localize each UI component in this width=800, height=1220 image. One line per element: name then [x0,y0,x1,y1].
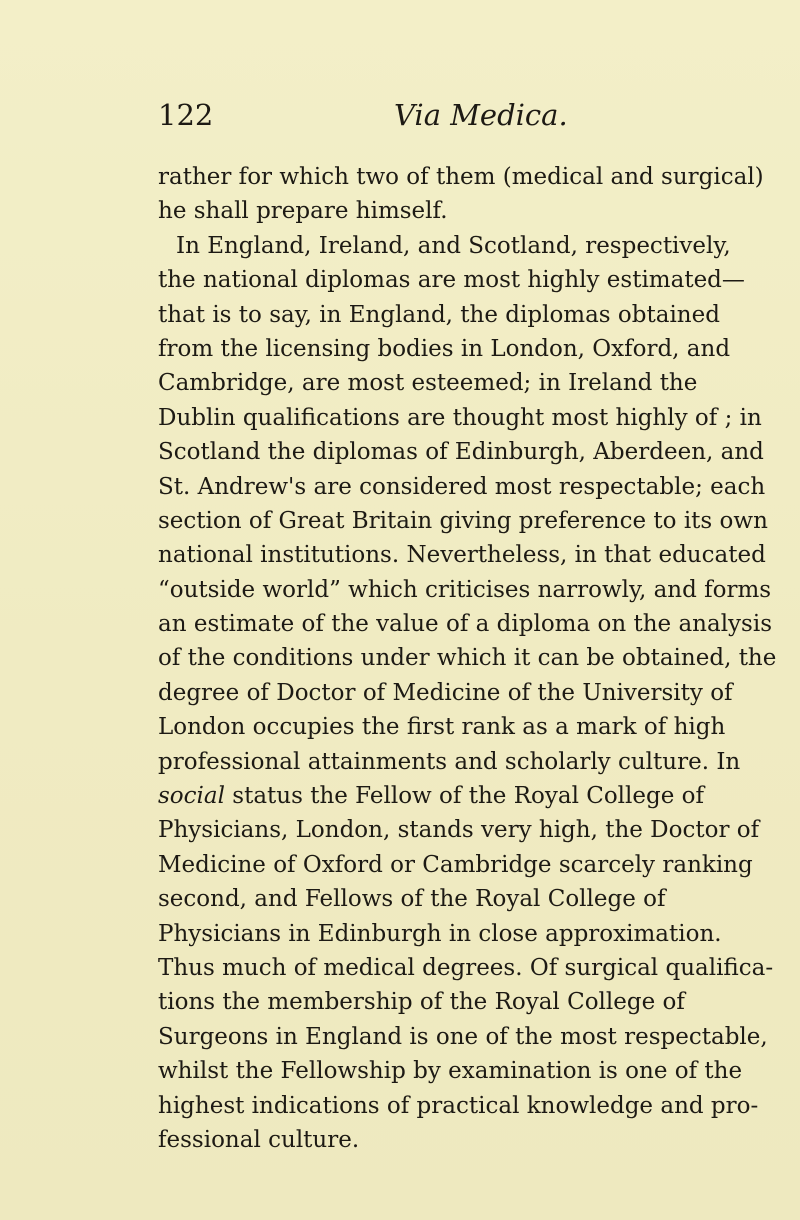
text-line: that is to say, in England, the diplomas obtained [158,301,720,328]
text-line: Cambridge, are most esteemed; in Ireland the [158,370,698,397]
text-line: Dublin qualifications are thought most highly of ; in [158,404,762,431]
text-line: national institutions. Nevertheless, in that educated [158,542,766,569]
page-number: 122 [158,98,214,132]
text-line: section of Great Britain giving preference to its own [158,507,768,534]
text-line: Physicians, London, stands very high, the Doctor of [158,817,760,844]
text-line: Surgeons in England is one of the most respectable, [158,1023,768,1050]
text-line: rather for which two of them (medical and surgical) [158,164,764,190]
text-line: he shall prepare himself. [158,198,448,225]
page-header [158,98,648,138]
text-line: London occupies the first rank as a mark of high [158,714,726,741]
text-line: Physicians in Edinburgh in close approximation. [158,920,722,947]
running-title: Via Medica. [394,98,568,132]
emphasized-word: social [158,783,225,810]
text-line: from the licensing bodies in London, Oxford, and [158,335,731,362]
body-text [158,160,777,1157]
text-line: of the conditions under which it can be obtained, the [158,645,777,672]
text-line: second, and Fellows of the Royal College of [158,886,666,913]
text-line: fessional culture. [158,1126,360,1153]
text-line: Scotland the diplomas of Edinburgh, Aberdeen, and [158,439,764,466]
line-remainder: status the Fellow of the Royal College of [224,783,705,810]
text-line: whilst the Fellowship by examination is one of the [158,1058,743,1085]
text-line: “outside world” which criticises narrowly, and forms [158,576,772,603]
text-line: Thus much of medical degrees. Of surgical qualifica- [158,954,774,981]
text-line: an estimate of the value of a diploma on the analysis [158,611,773,638]
text-line: professional attainments and scholarly culture. In [158,748,741,775]
text-line: highest indications of practical knowledge and pro- [158,1092,759,1119]
text-line: Medicine of Oxford or Cambridge scarcely ranking [158,851,753,878]
text-line [158,779,705,813]
text-line: tions the membership of the Royal College of [158,989,685,1016]
text-line: degree of Doctor of Medicine of the University of [158,679,733,706]
text-line: the national diplomas are most highly estimated— [158,267,745,294]
text-line: In England, Ireland, and Scotland, respectively, [176,232,731,259]
text-line: St. Andrew's are considered most respectable; each [158,473,766,500]
